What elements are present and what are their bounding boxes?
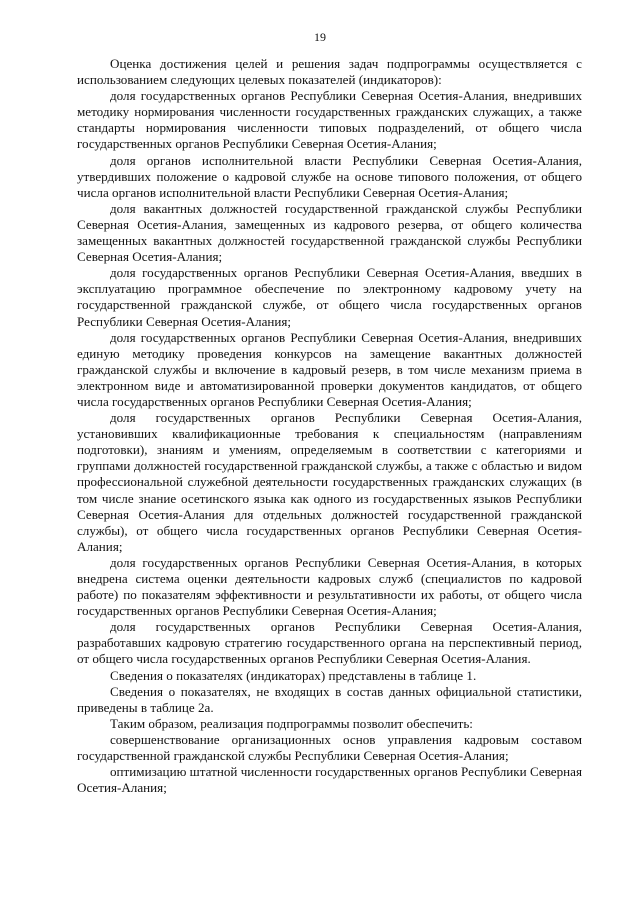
paragraph-indicator-8: доля государственных органов Республики Северная Осетия-Алания, разработавших кадровую стратегию государственного органа на перспективный период, от общего числа государственных органов Республики Северная Осетия-Алания. bbox=[77, 619, 582, 667]
paragraph-indicator-3: доля вакантных должностей государственной гражданской службы Республики Северная Осетия-Алания, замещенных из кадрового резерва, от общего количества замещенных вакантных должностей государственной гражданской службы Республики Северная Осетия-Алания; bbox=[77, 200, 582, 265]
paragraph-intro: Оценка достижения целей и решения задач подпрограммы осуществляется с использованием следующих целевых показателей (индикаторов): bbox=[77, 56, 582, 88]
paragraph-indicator-5: доля государственных органов Республики Северная Осетия-Алания, внедривших единую методику проведения конкурсов на замещение вакантных должностей гражданской службы и включение в кадровый резерв, в том числе механизм приема в электронном виде и автоматизированной проверки документов кандидатов, от общего числа государственных органов Республики Северная Осетия-Алания; bbox=[77, 329, 582, 409]
document-body bbox=[77, 56, 582, 796]
paragraph-indicator-7: доля государственных органов Республики Северная Осетия-Алания, в которых внедрена система оценки деятельности кадровых служб (специалистов по кадровой работе) по показателям эффективности и результативности их работы, от общего числа государственных органов Республики Северная Осетия-Алания; bbox=[77, 554, 582, 619]
paragraph-indicator-2: доля органов исполнительной власти Республики Северная Осетия-Алания, утвердивших положение о кадровой службе на основе типового положения, от общего числа органов исполнительной власти Республики Северная Осетия-Алания; bbox=[77, 152, 582, 200]
paragraph-indicator-1: доля государственных органов Республики Северная Осетия-Алания, внедривших методику нормирования численности государственных гражданских служащих, а также стандарты нормирования численности типовых подразделений, от общего числа государственных органов Республики Северная Осетия-Алания; bbox=[77, 88, 582, 152]
paragraph-outcome-1: совершенствование организационных основ управления кадровым составом государственной гражданской службы Республики Северная Осетия-Алания; bbox=[77, 731, 582, 764]
paragraph-outcomes-intro: Таким образом, реализация подпрограммы позволит обеспечить: bbox=[110, 715, 473, 731]
paragraph-outcome-2: оптимизацию штатной численности государственных органов Республики Северная Осетия-Алания; bbox=[77, 764, 582, 796]
page-number: 19 bbox=[314, 30, 326, 44]
paragraph-indicator-6: доля государственных органов Республики Северная Осетия-Алания, установивших квалификационные требования к специальностям (направлениям подготовки), знаниям и умениям, определяемым в соответствии с категориями и группами должностей государственной гражданской службы, а также с областью и видом профессиональной служебной деятельности государственных гражданских служащих (в том числе знание осетинского языка как одного из государственных языков Республики Северная Осетия-Алания для отдельных должностей государственной гражданской службы), от общего числа государственных органов Республики Северная Осетия-Алания; bbox=[77, 410, 582, 554]
paragraph-table-1-reference: Сведения о показателях (индикаторах) представлены в таблице 1. bbox=[110, 667, 477, 683]
paragraph-table-2a-reference: Сведения о показателях, не входящих в состав данных официальной статистики, приведены в таблице 2а. bbox=[77, 683, 582, 715]
paragraph-indicator-4: доля государственных органов Республики Северная Осетия-Алания, введших в эксплуатацию программное обеспечение по электронному кадровому учету на государственной гражданской службе, от общего числа государственных органов Республики Северная Осетия-Алания; bbox=[77, 265, 582, 329]
